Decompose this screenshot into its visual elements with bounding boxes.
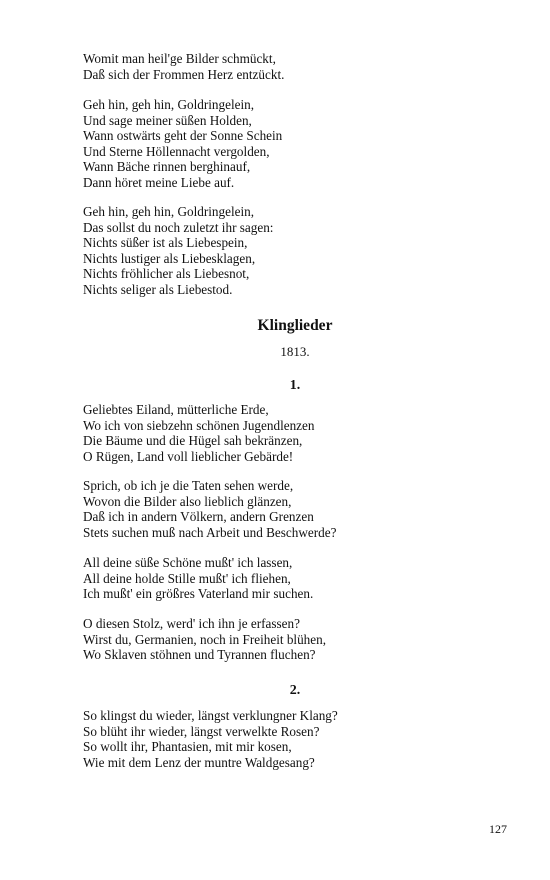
stanza — [83, 97, 282, 191]
stanza — [83, 478, 336, 540]
verse-line: Wann Bäche rinnen berghinauf, — [83, 159, 251, 175]
poem-number: 2. — [289, 683, 301, 698]
verse-line: Nichts süßer ist als Liebespein, — [83, 235, 248, 251]
verse-line: Wie mit dem Lenz der muntre Waldgesang? — [83, 754, 315, 770]
stanza — [83, 204, 273, 298]
verse-line: Wo Sklaven stöhnen und Tyrannen fluchen? — [83, 647, 316, 663]
verse-line: So wollt ihr, Phantasien, mit mir kosen, — [83, 739, 292, 755]
poem-number: 1. — [289, 378, 301, 393]
verse-line: Und sage meiner süßen Holden, — [83, 112, 252, 128]
verse-line: Nichts lustiger als Liebesklagen, — [83, 250, 256, 266]
stanza — [83, 51, 284, 82]
verse-line: Stets suchen muß nach Arbeit und Beschwerde? — [83, 524, 337, 540]
verse-line: So blüht ihr wieder, längst verwelkte Rosen? — [83, 723, 320, 739]
verse-line: All deine süße Schöne mußt' ich lassen, — [83, 555, 293, 570]
verse-line: Und Sterne Höllennacht vergolden, — [83, 143, 270, 159]
verse-line: Daß sich der Frommen Herz entzückt. — [83, 66, 285, 82]
verse-line: Wirst du, Germanien, noch in Freiheit blühen, — [83, 631, 327, 647]
verse-line: Die Bäume und die Hügel sah bekränzen, — [83, 433, 303, 449]
stanza — [83, 402, 314, 464]
verse-line: O Rügen, Land voll lieblicher Gebärde! — [83, 448, 294, 464]
verse-line: Wovon die Bilder also lieblich glänzen, — [83, 493, 292, 509]
verse-line: Womit man heil'ge Bilder schmückt, — [83, 51, 276, 66]
verse-line: Nichts fröhlicher als Liebesnot, — [83, 266, 250, 282]
verse-line: Ich mußt' ein größres Vaterland mir suchen. — [83, 586, 314, 602]
verse-line: All deine holde Stille mußt' ich fliehen, — [83, 570, 291, 586]
verse-line: Geh hin, geh hin, Goldringelein, — [83, 204, 255, 219]
section-year: 1813. — [280, 344, 310, 359]
verse-line: Sprich, ob ich je die Taten sehen werde, — [83, 478, 294, 493]
page-number: 127 — [489, 822, 507, 836]
verse-line: Daß ich in andern Völkern, andern Grenzen — [83, 509, 314, 525]
section-title: Klinglieder — [257, 317, 333, 334]
verse-line: Wann ostwärts geht der Sonne Schein — [83, 128, 283, 144]
stanza — [83, 555, 313, 602]
verse-line: Geliebtes Eiland, mütterliche Erde, — [83, 402, 269, 417]
verse-line: Dann höret meine Liebe auf. — [83, 174, 235, 190]
stanza — [83, 616, 326, 663]
verse-line: Geh hin, geh hin, Goldringelein, — [83, 97, 255, 112]
verse-line: Wo ich von siebzehn schönen Jugendlenzen — [83, 417, 315, 433]
verse-line: O diesen Stolz, werd' ich ihn je erfassen? — [83, 616, 300, 631]
verse-line: Das sollst du noch zuletzt ihr sagen: — [83, 219, 274, 235]
verse-line: So klingst du wieder, längst verklungner Klang? — [83, 708, 338, 723]
verse-line: Nichts seliger als Liebestod. — [83, 281, 233, 297]
stanza — [83, 708, 338, 770]
